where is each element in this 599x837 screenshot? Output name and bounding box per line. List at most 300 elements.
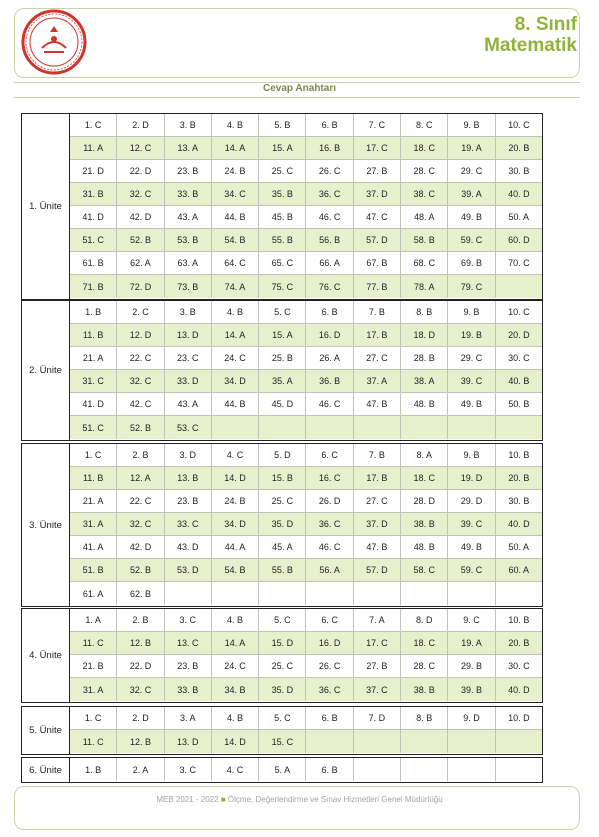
answer-cell: 7. B (354, 301, 401, 324)
answer-cell: 14. A (212, 137, 259, 160)
answer-cell: 45. B (259, 206, 306, 229)
answer-cell: 12. C (117, 137, 164, 160)
answer-cell: 14. D (212, 467, 259, 490)
answer-cell: 39. C (448, 370, 495, 393)
grade-label: 8. Sınıf (514, 14, 577, 35)
table-row (70, 678, 542, 701)
answer-cell: 60. A (496, 559, 542, 582)
answer-cell: 55. B (259, 559, 306, 582)
answer-cell: 21. B (70, 655, 117, 678)
answer-cell: 29. B (448, 655, 495, 678)
answer-cell: 24. B (212, 160, 259, 183)
answer-cell: 65. C (259, 252, 306, 275)
answer-cell: 14. A (212, 632, 259, 655)
answer-cell: 36. C (306, 678, 353, 701)
answer-cell: 2. B (117, 609, 164, 632)
answer-cell: 9. C (448, 609, 495, 632)
answer-cell: 11. A (70, 137, 117, 160)
answer-cell (165, 582, 212, 605)
unit-table (21, 443, 543, 607)
answer-cell: 59. C (448, 229, 495, 252)
answer-cell: 31. C (70, 370, 117, 393)
answer-cell: 12. D (117, 324, 164, 347)
answer-cell: 45. D (259, 393, 306, 416)
answer-cell: 36. C (306, 513, 353, 536)
answer-cell: 10. B (496, 609, 542, 632)
answer-cell: 38. A (401, 370, 448, 393)
answer-grid (70, 758, 542, 782)
answer-cell: 43. A (165, 393, 212, 416)
answer-cell: 33. B (165, 678, 212, 701)
answer-cell: 73. B (165, 275, 212, 298)
answer-cell (496, 730, 542, 753)
answer-cell: 11. B (70, 324, 117, 347)
answer-cell: 6. C (306, 444, 353, 467)
answer-cell: 54. B (212, 229, 259, 252)
answer-cell: 38. C (401, 183, 448, 206)
answer-cell: 34. C (212, 183, 259, 206)
answer-cell: 27. B (354, 160, 401, 183)
answer-cell: 12. B (117, 730, 164, 753)
answer-cell: 68. C (401, 252, 448, 275)
answer-cell: 5. C (259, 609, 306, 632)
answer-cell (259, 416, 306, 439)
answer-cell: 5. B (259, 114, 306, 137)
answer-cell: 79. C (448, 275, 495, 298)
answer-cell: 2. B (117, 444, 164, 467)
answer-cell: 21. A (70, 490, 117, 513)
answer-cell: 13. C (165, 632, 212, 655)
answer-cell: 4. C (212, 444, 259, 467)
unit-table (21, 757, 543, 783)
answer-cell: 15. C (259, 730, 306, 753)
answer-cell: 6. C (306, 609, 353, 632)
footer-year: MEB 2021 - 2022 (156, 795, 219, 804)
table-row (70, 347, 542, 370)
answer-cell: 3. A (165, 707, 212, 730)
answer-cell: 21. A (70, 347, 117, 370)
answer-cell: 51. C (70, 416, 117, 439)
grade-subject-title (484, 14, 577, 56)
table-row (70, 758, 542, 781)
answer-cell: 42. C (117, 393, 164, 416)
answer-cell: 17. B (354, 324, 401, 347)
answer-cell: 59. C (448, 559, 495, 582)
answer-cell: 56. B (306, 229, 353, 252)
answer-cell: 51. B (70, 559, 117, 582)
answer-cell (306, 730, 353, 753)
answer-cell: 31. A (70, 513, 117, 536)
answer-cell: 4. B (212, 707, 259, 730)
answer-cell (496, 582, 542, 605)
answer-cell: 29. C (448, 347, 495, 370)
answer-cell: 16. B (306, 137, 353, 160)
answer-cell: 23. B (165, 490, 212, 513)
table-row (70, 160, 542, 183)
table-row (70, 490, 542, 513)
answer-cell: 76. C (306, 275, 353, 298)
answer-cell: 10. B (496, 444, 542, 467)
answer-cell: 16. C (306, 467, 353, 490)
answer-cell: 15. A (259, 137, 306, 160)
answer-cell: 46. C (306, 206, 353, 229)
answer-cell: 2. D (117, 114, 164, 137)
answer-cell: 28. C (401, 655, 448, 678)
answer-cell: 71. B (70, 275, 117, 298)
answer-cell: 5. A (259, 758, 306, 781)
answer-cell: 64. C (212, 252, 259, 275)
answer-cell: 39. C (448, 513, 495, 536)
answer-cell: 42. D (117, 206, 164, 229)
answer-cell: 60. D (496, 229, 542, 252)
answer-cell: 52. B (117, 229, 164, 252)
answer-cell: 51. C (70, 229, 117, 252)
answer-cell (496, 758, 542, 781)
unit-label: 6. Ünite (22, 758, 70, 782)
answer-cell: 20. D (496, 324, 542, 347)
answer-cell: 46. C (306, 536, 353, 559)
answer-cell: 46. C (306, 393, 353, 416)
answer-cell: 37. C (354, 678, 401, 701)
answer-grid (70, 707, 542, 754)
answer-cell: 26. A (306, 347, 353, 370)
answer-cell: 2. C (117, 301, 164, 324)
answer-cell (354, 416, 401, 439)
answer-cell (259, 582, 306, 605)
answer-cell: 33. C (165, 513, 212, 536)
answer-cell (401, 730, 448, 753)
answer-cell: 32. C (117, 513, 164, 536)
answer-cell (496, 275, 542, 298)
answer-cell: 26. C (306, 160, 353, 183)
answer-cell: 15. A (259, 324, 306, 347)
answer-grid (70, 301, 542, 440)
answer-cell: 19. B (448, 324, 495, 347)
answer-cell: 1. B (70, 301, 117, 324)
answer-cell: 37. D (354, 183, 401, 206)
answer-cell: 19. D (448, 467, 495, 490)
answer-cell (212, 416, 259, 439)
answer-cell (448, 730, 495, 753)
answer-cell: 53. B (165, 229, 212, 252)
answer-cell: 62. A (117, 252, 164, 275)
answer-cell: 25. C (259, 655, 306, 678)
answer-cell (448, 416, 495, 439)
answer-cell: 48. B (401, 536, 448, 559)
answer-cell: 23. B (165, 160, 212, 183)
answer-cell: 11. C (70, 632, 117, 655)
answer-cell: 77. B (354, 275, 401, 298)
answer-cell: 44. B (212, 393, 259, 416)
answer-cell: 26. D (306, 490, 353, 513)
answer-cell: 3. B (165, 301, 212, 324)
answer-cell: 10. C (496, 114, 542, 137)
answer-cell: 39. B (448, 678, 495, 701)
answer-cell: 30. C (496, 347, 542, 370)
table-row (70, 730, 542, 753)
answer-grid (70, 609, 542, 702)
unit-table (21, 706, 543, 755)
answer-cell: 66. A (306, 252, 353, 275)
answer-cell: 41. D (70, 393, 117, 416)
answer-cell: 39. A (448, 183, 495, 206)
answer-cell: 32. C (117, 183, 164, 206)
answer-cell: 20. B (496, 137, 542, 160)
answer-cell: 4. B (212, 301, 259, 324)
answer-cell: 35. A (259, 370, 306, 393)
footer-institution: Ölçme, Değerlendirme ve Sınav Hizmetleri Genel Müdürlüğü (227, 795, 443, 804)
answer-cell: 37. A (354, 370, 401, 393)
answer-cell: 12. A (117, 467, 164, 490)
answer-cell: 8. A (401, 444, 448, 467)
answer-cell: 11. B (70, 467, 117, 490)
table-row (70, 444, 542, 467)
answer-cell: 7. B (354, 444, 401, 467)
unit-label: 5. Ünite (22, 707, 70, 754)
answer-cell: 4. C (212, 758, 259, 781)
answer-cell: 18. C (401, 137, 448, 160)
table-row (70, 393, 542, 416)
answer-cell: 8. C (401, 114, 448, 137)
answer-cell: 28. B (401, 347, 448, 370)
answer-cell: 16. D (306, 324, 353, 347)
answer-cell: 13. B (165, 467, 212, 490)
answer-cell: 36. C (306, 183, 353, 206)
answer-cell: 75. C (259, 275, 306, 298)
answer-cell (496, 416, 542, 439)
answer-cell: 29. C (448, 160, 495, 183)
table-row (70, 114, 542, 137)
answer-cell: 25. C (259, 490, 306, 513)
answer-cell: 67. B (354, 252, 401, 275)
answer-cell: 36. B (306, 370, 353, 393)
answer-cell: 28. C (401, 160, 448, 183)
answer-cell: 13. D (165, 730, 212, 753)
answer-cell: 27. C (354, 347, 401, 370)
answer-cell: 18. C (401, 632, 448, 655)
answer-cell: 3. B (165, 114, 212, 137)
answer-cell: 54. B (212, 559, 259, 582)
answer-cell: 8. D (401, 609, 448, 632)
answer-cell (212, 582, 259, 605)
answer-cell (306, 416, 353, 439)
unit-label: 1. Ünite (22, 114, 70, 299)
answer-cell: 50. B (496, 393, 542, 416)
answer-cell: 1. C (70, 707, 117, 730)
table-row (70, 513, 542, 536)
answer-cell: 26. C (306, 655, 353, 678)
answer-grid (70, 114, 542, 299)
answer-cell: 25. C (259, 160, 306, 183)
answer-cell: 62. B (117, 582, 164, 605)
subject-label: Matematik (484, 35, 577, 56)
answer-cell (306, 582, 353, 605)
answer-cell: 57. D (354, 229, 401, 252)
answer-cell: 23. C (165, 347, 212, 370)
footer-text (0, 795, 599, 804)
answer-cell: 5. D (259, 444, 306, 467)
answer-cell: 3. C (165, 609, 212, 632)
answer-cell: 38. B (401, 513, 448, 536)
answer-cell: 12. B (117, 632, 164, 655)
answer-cell: 15. B (259, 467, 306, 490)
answer-cell: 69. B (448, 252, 495, 275)
answer-cell: 34. D (212, 513, 259, 536)
answer-cell: 41. D (70, 206, 117, 229)
answer-cell (448, 758, 495, 781)
answer-grid (70, 444, 542, 606)
answer-cell: 9. B (448, 301, 495, 324)
table-row (70, 183, 542, 206)
answer-cell: 53. D (165, 559, 212, 582)
page-subtitle: Cevap Anahtarı (263, 83, 336, 94)
table-row (70, 229, 542, 252)
answer-cell: 32. C (117, 678, 164, 701)
answer-cell: 6. B (306, 301, 353, 324)
unit-label: 2. Ünite (22, 301, 70, 440)
answer-cell: 30. B (496, 160, 542, 183)
answer-cell: 4. B (212, 609, 259, 632)
answer-cell: 58. C (401, 559, 448, 582)
answer-cell: 40. B (496, 370, 542, 393)
unit-label: 3. Ünite (22, 444, 70, 606)
answer-cell: 9. B (448, 444, 495, 467)
answer-cell: 49. B (448, 536, 495, 559)
answer-cell: 40. D (496, 513, 542, 536)
answer-cell: 17. B (354, 467, 401, 490)
answer-cell: 40. D (496, 678, 542, 701)
answer-cell: 17. C (354, 632, 401, 655)
answer-cell: 1. C (70, 444, 117, 467)
answer-cell: 44. B (212, 206, 259, 229)
answer-cell: 35. D (259, 678, 306, 701)
table-row (70, 582, 542, 605)
answer-cell: 11. C (70, 730, 117, 753)
table-row (70, 559, 542, 582)
answer-cell: 35. B (259, 183, 306, 206)
answer-cell: 37. D (354, 513, 401, 536)
table-row (70, 252, 542, 275)
answer-cell: 3. C (165, 758, 212, 781)
answer-cell: 23. B (165, 655, 212, 678)
table-row (70, 370, 542, 393)
answer-cell: 1. C (70, 114, 117, 137)
table-row (70, 609, 542, 632)
answer-cell: 34. B (212, 678, 259, 701)
answer-cell: 63. A (165, 252, 212, 275)
answer-cell: 13. D (165, 324, 212, 347)
answer-cell: 2. A (117, 758, 164, 781)
answer-cell: 7. D (354, 707, 401, 730)
answer-cell: 19. A (448, 632, 495, 655)
answer-cell: 28. D (401, 490, 448, 513)
answer-cell: 22. C (117, 347, 164, 370)
answer-cell: 24. C (212, 347, 259, 370)
footer-bullet-icon: ■ (220, 795, 226, 804)
answer-cell: 6. B (306, 758, 353, 781)
answer-cell: 40. D (496, 183, 542, 206)
answer-cell: 55. B (259, 229, 306, 252)
answer-cell: 49. B (448, 206, 495, 229)
answer-cell: 30. C (496, 655, 542, 678)
answer-cell: 10. C (496, 301, 542, 324)
table-row (70, 536, 542, 559)
answer-cell: 58. B (401, 229, 448, 252)
answer-cell (354, 582, 401, 605)
answer-cell: 33. D (165, 370, 212, 393)
table-row (70, 206, 542, 229)
table-row (70, 416, 542, 439)
answer-cell (448, 582, 495, 605)
unit-table (21, 113, 543, 300)
table-row (70, 632, 542, 655)
answer-cell: 48. B (401, 393, 448, 416)
answer-cell: 22. D (117, 655, 164, 678)
answer-cell: 19. A (448, 137, 495, 160)
answer-cell: 56. A (306, 559, 353, 582)
answer-cell: 32. C (117, 370, 164, 393)
table-row (70, 137, 542, 160)
answer-cell: 13. A (165, 137, 212, 160)
answer-cell: 5. C (259, 301, 306, 324)
unit-label: 4. Ünite (22, 609, 70, 702)
answer-cell: 33. B (165, 183, 212, 206)
answer-cell: 31. B (70, 183, 117, 206)
answer-cell: 2. D (117, 707, 164, 730)
answer-cell: 50. A (496, 536, 542, 559)
answer-cell: 29. D (448, 490, 495, 513)
answer-cell: 27. B (354, 655, 401, 678)
answer-cell: 16. D (306, 632, 353, 655)
answer-cell: 53. C (165, 416, 212, 439)
answer-cell: 1. B (70, 758, 117, 781)
answer-cell: 52. B (117, 416, 164, 439)
answer-cell: 8. B (401, 707, 448, 730)
answer-cell: 1. A (70, 609, 117, 632)
answer-cell: 49. B (448, 393, 495, 416)
answer-cell: 7. A (354, 609, 401, 632)
answer-cell: 4. B (212, 114, 259, 137)
answer-cell: 74. A (212, 275, 259, 298)
answer-cell (401, 582, 448, 605)
answer-cell: 47. B (354, 393, 401, 416)
answer-cell (401, 416, 448, 439)
answer-cell (401, 758, 448, 781)
table-row (70, 467, 542, 490)
answer-cell: 24. C (212, 655, 259, 678)
table-row (70, 707, 542, 730)
answer-cell: 52. B (117, 559, 164, 582)
answer-cell: 6. B (306, 707, 353, 730)
answer-cell: 20. B (496, 632, 542, 655)
answer-cell: 21. D (70, 160, 117, 183)
answer-cell: 72. D (117, 275, 164, 298)
answer-cell: 17. C (354, 137, 401, 160)
answer-cell: 61. B (70, 252, 117, 275)
answer-cell: 78. A (401, 275, 448, 298)
answer-cell: 8. B (401, 301, 448, 324)
answer-cell: 35. D (259, 513, 306, 536)
answer-cell: 31. A (70, 678, 117, 701)
answer-cell: 20. B (496, 467, 542, 490)
answer-cell: 14. A (212, 324, 259, 347)
answer-cell: 42. D (117, 536, 164, 559)
answer-cell: 25. B (259, 347, 306, 370)
answer-cell: 22. C (117, 490, 164, 513)
answer-cell: 41. A (70, 536, 117, 559)
answer-cell: 30. B (496, 490, 542, 513)
answer-cell: 22. D (117, 160, 164, 183)
